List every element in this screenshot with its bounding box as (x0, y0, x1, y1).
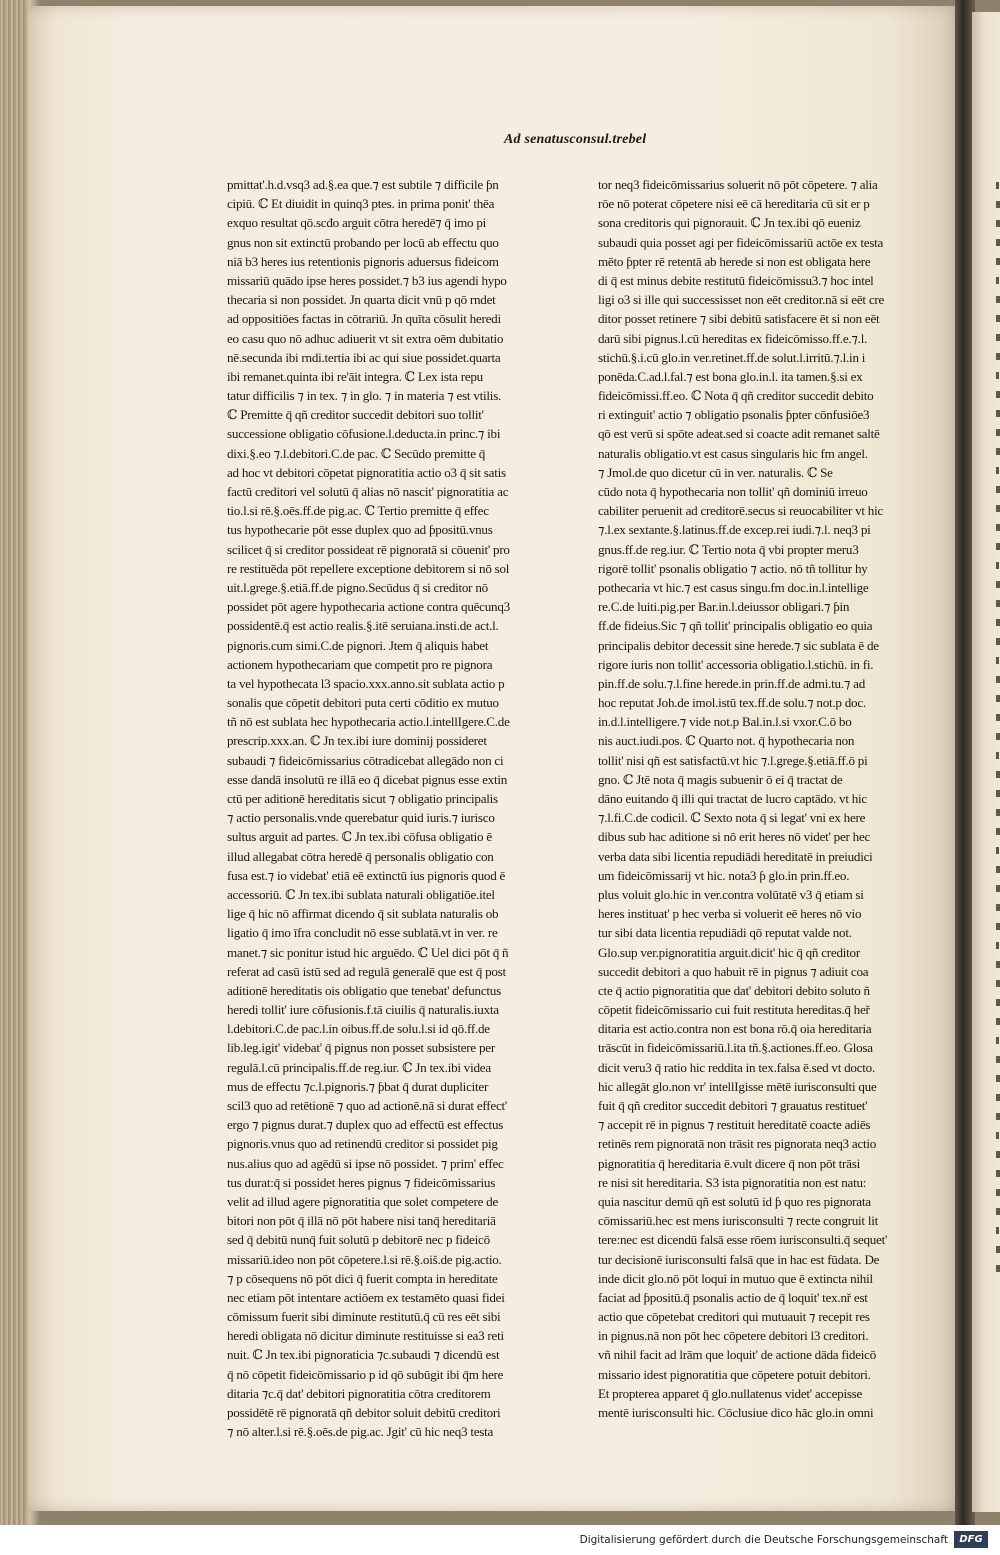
text-line: mentē iurisconsulti hic. Cōclusiue dico hāc glo.in omni (598, 1405, 874, 1420)
text-line: manet.⁊ sic ponitur istud hic arguēdo. ℂ Uel dici pōt q̄ ñ (227, 944, 509, 960)
text-line: re nisi sit hereditaria. S3 ista pignoratitia non est natu: (598, 1174, 867, 1190)
text-line: scilicet q̄ si creditor possideat rē pignoratā si cōuenit' pro (227, 541, 510, 557)
text-line: ⁊ accepit rē in pignus ⁊ restituit hereditatē coacte adiēs (598, 1117, 871, 1133)
text-line: ⁊.l.ex sextante.§.latinus.ff.de excep.rei iudi.⁊.l. neq3 pi (598, 522, 871, 538)
text-line: succedit debitori a quo habuit rē in pignus ⁊ adiuit coa (598, 963, 869, 979)
text-line: sed q̄ debitū nunq̄ fuit solutū p debitorē nec p fideicō (227, 1232, 490, 1248)
text-line: bitori non pōt q̄ illā nō pōt habere nisi tanq̄ hereditariā (227, 1213, 496, 1229)
facing-page-text-fragment (996, 1246, 1000, 1253)
text-line: ⁊ p cōsequens nō pōt dici q̄ fuerit compta in hereditate (227, 1270, 498, 1286)
text-line: tur sibi data licentia repudiādi qō reputat valde not. (598, 925, 852, 941)
text-line: actio que cōpetebat creditori qui mutuauit ⁊ recepit res (598, 1309, 870, 1325)
facing-page-text-fragment (996, 752, 999, 759)
text-line: fuit q̄ qñ creditor succedit debitori ⁊ grauatus restituet' (598, 1098, 868, 1113)
text-line: plus voluit glo.hic in ver.contra volūtatē v3 q̄ etiam si (598, 886, 864, 902)
facing-page-text-fragment (996, 638, 1000, 645)
text-line: cōpetit fideicōmissario cui fuit restituta hereditas.q̄ heř (598, 1002, 870, 1018)
facing-page-text-fragment (996, 448, 1000, 455)
text-line: ligatio q̄ imo īfra concludit nō esse sublatā.vt in ver. re (227, 925, 498, 941)
text-line: ta vel hypothecata l3 spacio.xxx.anno.sit sublata actio p (227, 675, 505, 691)
text-line: ad hoc vt debitori cōpetat pignoratitia actio o3 q̄ sit satis (227, 464, 506, 480)
text-line: tere:nec est dicendū falsā esse rōem iurisconsulti.q̄ sequet' (598, 1232, 888, 1248)
text-line: esse dandā insolutū re illā eo q̄ dicebat pignus esse extin (227, 771, 508, 787)
text-line: ad oppositiōes factas in cōtrariū. Jn quīta cōsulit heredi (227, 311, 501, 327)
text-line: ditaria ⁊c.q̄ dat' debitori pignoratitia cōtra creditorem (227, 1385, 491, 1401)
text-line: velit ad illud agere pignoratitia que solet competere de (227, 1193, 499, 1209)
text-line: cabiliter peruenit ad creditorē.secus si reuocabiliter vt hic (598, 503, 884, 519)
text-line: pin.ff.de solu.⁊.l.fine herede.in prin.ff.de admi.tu.⁊ ad (598, 675, 865, 691)
text-line: cūdo nota q̄ hypothecaria non tollit' qñ dominiū irreuo (598, 484, 868, 499)
text-line: rigore iuris non tollit' accessoria obligatio.l.stichū. in fi. (598, 656, 874, 672)
facing-page-text-fragment (996, 505, 1000, 512)
facing-page-text-fragment (996, 410, 1000, 417)
text-line: missariū.ideo non pōt cōpetere.l.si rē.§.oiš.de pig.actio. (227, 1251, 502, 1267)
text-line: re restituēda pōt repellere exceptione debitorem si nō sol (227, 560, 510, 576)
facing-page-text-fragment (996, 1151, 1000, 1158)
text-line: sultus arguit ad partes. ℂ Jn tex.ibi cōfusa obligatio ē (227, 829, 492, 845)
text-line: possidētē rē pignoratā qñ debitor soluit debitū creditori (227, 1405, 501, 1420)
facing-page-edge (972, 12, 1000, 1512)
text-line: tor neq3 fideicōmissarius soluerit nō pōt cōpetere. ⁊ alia (598, 177, 878, 192)
text-line: subaudi quia posset agi per fideicōmissariū actōe ex testa (598, 234, 884, 250)
facing-page-text-fragment (996, 714, 1000, 721)
text-line: tur decisionē iurisconsulti falsā que in hac est fūdata. De (598, 1251, 880, 1267)
facing-page-text-fragment (996, 562, 999, 569)
facing-page-text-fragment (996, 1113, 1000, 1120)
text-line: um fideicōmissarij vt hic. nota3 ƥ glo.in prin.ff.eo. (598, 867, 850, 883)
text-line: accessoriū. ℂ Jn tex.ibi sublata naturali obligatiōe.itel (227, 886, 495, 902)
text-line: inde dicit glo.nō pōt loqui in mutuo que ē extincta nihil (598, 1270, 873, 1286)
text-line: heredi obligata nō dicitur diminute restituisse si ea3 reti (227, 1328, 504, 1344)
digitization-footer (0, 1525, 1000, 1555)
text-line: gno. ℂ Jtē nota q̄ magis subuenir ō ei q̄ tractat de (598, 771, 843, 787)
text-line: ⁊ nō alter.l.si rē.§.oēs.de pig.ac. Jgit' cū hic neq3 testa (227, 1424, 494, 1440)
facing-page-text-fragment (996, 1189, 1000, 1196)
facing-page-text-fragment (996, 467, 999, 474)
facing-page-text-fragment (996, 885, 1000, 892)
text-line: hic allegāt glo.non vr' intellIgisse mētē iurisconsulti que (598, 1078, 877, 1094)
facing-page-text-fragment (996, 942, 999, 949)
facing-page-text-fragment (996, 581, 1000, 588)
facing-page-text-fragment (996, 1132, 999, 1139)
facing-page-text-fragment (996, 372, 999, 379)
text-line: prescrip.xxx.an. ℂ Jn tex.ibi iure dominij possideret (227, 733, 487, 749)
text-line: eo casu quo nō adhuc adiuerit vt sit extra oēm dubitatio (227, 330, 504, 346)
facing-page-text-fragment (996, 1075, 1000, 1082)
text-line: niā b3 heres ius retentionis pignoris aduersus fideicom (227, 253, 499, 269)
text-line: dibus sub hac aditione si nō erit heres nō videt' per hec (598, 829, 871, 845)
facing-page-text-fragment (996, 904, 1000, 911)
text-line: mus de effectu ⁊c.l.pignoris.⁊ ƥbat q̄ durat dupliciter (227, 1078, 489, 1094)
text-line: retinēs rem pignoratā non trāsit res pignorata neq3 actio (598, 1136, 877, 1152)
facing-page-text-fragment (996, 1208, 1000, 1215)
facing-page-text-fragment (996, 1056, 1000, 1063)
facing-page-text-fragment (996, 1094, 1000, 1101)
text-line: subaudi ⁊ fideicōmissarius cōtradicebat allegādo non ci (227, 752, 504, 768)
text-line: dixi.§.eo ⁊.l.debitori.C.de pac. ℂ Secūdo premitte q̄ (227, 445, 486, 461)
text-line: re.C.de luiti.pig.per Bar.in.l.deiussor obligari.⁊ ƥin (598, 599, 850, 615)
text-line: uit.l.grege.§.etiā.ff.de pigno.Secūdus q̄ si creditor nō (227, 579, 488, 595)
text-line: ⁊.l.fi.C.de codicil. ℂ Sexto nota q̄ si legat' vni ex here (598, 810, 866, 826)
facing-page-text-fragment (996, 296, 1000, 303)
facing-page-text-fragment (996, 733, 1000, 740)
text-line: cōmissariū.hec est mens iurisconsulti ⁊ recte congruit lit (598, 1213, 879, 1229)
text-line: aditionē hereditatis ois obligatio que tenebat' defunctus (227, 982, 501, 998)
text-line: fideicōmissi.ff.eo. ℂ Nota q̄ qñ creditor succedit debito (598, 388, 874, 404)
facing-page-text-fragment (996, 1170, 1000, 1177)
facing-page-text-fragment (996, 1018, 1000, 1025)
text-line: ⁊ actio personalis.vnde querebatur quid iuris.⁊ iurisco (227, 810, 495, 826)
text-line: successione obligatio cōfusione.l.deducta.in princ.⁊ ibi (227, 426, 501, 442)
facing-page-text-fragment (996, 790, 1000, 797)
text-line: Et propterea apparet q̄ glo.nullatenus videt' accepisse (598, 1385, 863, 1401)
text-line: fusa est.⁊ io videbat' etiā eē extinctū ius pignoris quod ē (227, 867, 506, 883)
text-line: ditaria est actio.contra non est bona rō.q̄ oia hereditaria (598, 1021, 872, 1037)
facing-page-text-fragment (996, 809, 1000, 816)
facing-page-text-fragment (996, 1265, 1000, 1272)
text-line: missariū quādo ipse heres possidet.⁊ b3 ius agendi hypo (227, 272, 507, 288)
dfg-logo: DFG (954, 1531, 988, 1548)
text-line: hoc reputat Joh.de imol.istū tex.ff.de solu.⁊ not.p doc. (598, 695, 866, 711)
text-line: ibi remanet.quinta ibi re'āit integra. ℂ Lex ista repu (227, 368, 483, 384)
text-line: lige q̄ hic nō affirmat dicendo q̄ sit sublata naturalis ob (227, 906, 499, 922)
text-line: cōmissum fuerit sibi diminute restitutū.q̄ cū res eēt sibi (227, 1309, 501, 1325)
text-line: l.debitori.C.de pac.l.in oibus.ff.de solu.l.si id qō.ff.de (227, 1021, 490, 1037)
facing-page-text-fragment (996, 923, 1000, 930)
facing-page-text-fragment (996, 277, 999, 284)
text-column-left (227, 175, 543, 1441)
book-edge-left (0, 0, 28, 1525)
text-line: exquo resultat qō.scđo arguit cōtra heredē⁊ q̄ imo pi (227, 215, 487, 231)
text-line: cipiū. ℂ Et diuidit in quinq3 ptes. in prima ponit' thēa (227, 196, 495, 212)
text-line: sona creditoris qui pignorauit. ℂ Jn tex.ibi qō eueniz (598, 215, 861, 231)
text-line: mēto ƥpter rē retentā ab herede si non est obligata here (598, 253, 871, 269)
text-line: tollit' nisi qñ est satisfactū.vt hic ⁊.l.grege.§.etiā.ff.ō pi (598, 752, 868, 768)
text-line: stichū.§.i.cū glo.in ver.retinet.ff.de solut.l.irritū.⁊.l.in i (598, 349, 866, 365)
text-line: gnus.ff.de reg.iur. ℂ Tertio nota q̄ vbi propter meru3 (598, 541, 859, 557)
text-line: ditor posset retinere ⁊ sibi debitū satisfacere ēt si non eēt (598, 311, 880, 327)
text-line: cte q̄ actio pignoratitia que dat' debitori debito soluto ñ (598, 982, 870, 998)
facing-page-text-fragment (996, 771, 1000, 778)
text-line: dicit veru3 q̄ ratio hic reddita in tex.falsa ē.sed vt docto. (598, 1059, 875, 1075)
text-line: heredi tollit' iure cōfusionis.f.tā ciuilis q̄ naturalis.iuxta (227, 1002, 499, 1018)
text-line: naturalis obligatio.vt est casus singularis hic fm angel. (598, 445, 868, 461)
facing-page-text-fragment (996, 1227, 999, 1234)
facing-page-text-fragment (996, 961, 1000, 968)
facing-page-text-fragment (996, 1037, 999, 1044)
text-line: sonalis que cōpetit debitori puta certi cōditio ex mutuo (227, 695, 499, 711)
facing-page-text-fragment (996, 334, 1000, 341)
text-line: factū creditori vel solutū q̄ alias nō nascit' pignoratitia ac (227, 484, 509, 499)
text-line: darū sibi pignus.l.cū hereditas ex fideicōmisso.ff.e.⁊.l. (598, 330, 868, 346)
text-line: verba data sibi licentia repudiādi hereditatē in preiudici (598, 848, 873, 864)
text-line: di q̄ est minus debite restitutū fideicōmissu3.⁊ hoc intel (598, 272, 874, 288)
text-line: pmittat'.h.d.vsq3 ad.§.ea que.⁊ est subtile ⁊ difficile ƥn (227, 177, 499, 192)
text-line: qō est verū si spōte adeat.sed si coacte adit remanet saltē (598, 426, 880, 442)
facing-page-text-fragment (996, 429, 1000, 436)
facing-page-text-fragment (996, 999, 1000, 1006)
text-line: quia nascitur demū qñ est solutū id ƥ quo res pignorata (598, 1193, 871, 1209)
text-line: lib.leg.igit' videbat' q̄ pignus non posset subsistere per (227, 1040, 495, 1056)
facing-page-text-fragment (996, 353, 1000, 360)
facing-page-text-fragment (996, 847, 999, 854)
text-line: principalis debitor decessit sine herede.⁊ sic sublata ē de (598, 637, 879, 653)
facing-page-text-fragment (996, 486, 1000, 493)
facing-page-text-fragment (996, 600, 1000, 607)
text-line: illud allegabat cōtra heredē q̄ personalis obligatio con (227, 848, 494, 864)
facing-page-text-fragment (996, 258, 1000, 265)
text-line: ℂ Premitte q̄ qñ creditor succedit debitori suo tollit' (227, 407, 484, 423)
facing-page-text-fragment (996, 220, 1000, 227)
facing-page-text-fragment (996, 315, 1000, 322)
text-line: missario idest pignoratitia que cōpetere potuit debitori. (598, 1366, 871, 1382)
facing-page-text-fragment (996, 239, 1000, 246)
facing-page-text-fragment (996, 619, 1000, 626)
facing-page-text-fragment (996, 543, 1000, 550)
text-column-right (598, 175, 910, 1422)
text-line: actionem hypothecariam que competit pro re pignora (227, 656, 493, 672)
text-line: ⁊ Jmol.de quo dicetur cū in ver. naturalis. ℂ Se (598, 464, 833, 480)
text-line: possidet pōt agere hypothecaria actione contra quēcunq3 (227, 599, 510, 615)
text-line: nē.secunda ibi rndi.tertia ibi ac qui siue possidet.quarta (227, 349, 501, 365)
facing-page-text-fragment (996, 524, 1000, 531)
text-line: q̄ nō cōpetit fideicōmissario p id qō subūgit ibi q̄m here (227, 1366, 504, 1382)
facing-page-text-fragment (996, 695, 1000, 702)
text-line: in pignus.nā non pōt hec cōpetere debitori l3 creditori. (598, 1328, 869, 1344)
facing-page-text-fragment (996, 676, 1000, 683)
text-line: heres instituat' p hec verba si voluerit eē heres nō vio (598, 906, 862, 922)
text-line: nis auct.iudi.pos. ℂ Quarto not. q̄ hypothecaria non (598, 733, 855, 749)
facing-page-text-fragment (996, 980, 1000, 987)
text-line: ponēda.C.ad.l.fal.⁊ est bona glo.in.l. ita tamen.§.si ex (598, 368, 863, 384)
text-line: referat ad casū istū sed ad regulā generalē que est q̄ post (227, 963, 506, 979)
text-line: ctū per aditionē hereditatis sicut ⁊ obligatio principalis (227, 791, 498, 806)
text-line: nuit. ℂ Jn tex.ibi pignoraticia ⁊c.subaudi ⁊ dicendū est (227, 1347, 500, 1363)
text-line: tatur difficilis ⁊ in tex. ⁊ in glo. ⁊ in materia ⁊ est vtilis. (227, 388, 502, 404)
text-line: dāno euitando q̄ illi qui tractat de lucro captādo. vt hic (598, 791, 867, 806)
text-line: scil3 quo ad retētionē ⁊ quo ad actionē.nā si durat effect' (227, 1098, 508, 1113)
text-line: trāscūt in fideicōmissariū.l.ita tñ.§.actiones.ff.eo. Glosa (598, 1040, 873, 1056)
text-line: faciat ad ƥpositū.q̄ psonalis actio de q̄ loquit' tex.nř est (598, 1289, 868, 1305)
text-line: gnus non sit extinctū probando per locū ab effectu quo (227, 234, 499, 250)
text-line: pignoris.vnus quo ad retinendū creditor si possidet pig (227, 1136, 498, 1152)
text-line: Glo.sup ver.pignoratitia arguit.dicit' hic q̄ qñ creditor (598, 944, 860, 960)
running-head: Ad senatusconsul.trebel (504, 132, 647, 147)
facing-page-text-fragment (996, 828, 1000, 835)
text-line: ri extinguit' actio ⁊ obligatio psonalis ƥpter cōnfusiōe3 (598, 407, 870, 423)
text-line: vñ nihil facit ad lrām que loquit' de actione dāda fideicō (598, 1347, 876, 1363)
text-line: tus hypothecarie pōt esse duplex quo ad ƥpositū.vnus (227, 522, 493, 538)
text-line: tus durat:q̄ si possidet heres pignus ⁊ fideicōmissarius (227, 1174, 496, 1190)
text-line: possidentē.q̄ est actio realis.§.itē seruiana.insti.de act.l. (227, 618, 499, 634)
text-line: in.d.l.intelligere.⁊ vide not.p Bal.in.l.si vxor.C.ō bo (598, 714, 852, 730)
text-line: nus.alius quo ad agēdū si ipse nō possidet. ⁊ prim' effec (227, 1155, 504, 1171)
facing-page-text-fragment (996, 201, 1000, 208)
text-line: thecaria si non possidet. Jn quarta dicit vnū p qō rndet (227, 292, 496, 308)
text-line: tio.l.si rē.§.oēs.ff.de pig.ac. ℂ Tertio premitte q̄ effec (227, 503, 489, 519)
text-line: ligi o3 si ille qui successisset non eēt creditor.nā si eēt cre (598, 292, 885, 308)
text-line: pothecaria vt hic.⁊ est casus singu.fm doc.in.l.intellige (598, 579, 869, 595)
text-line: ergo ⁊ pignus durat.⁊ duplex quo ad effectū est effectus (227, 1117, 504, 1133)
text-line: tñ nō est sublata hec hypothecaria actio.l.intellIgere.C.de (227, 714, 510, 730)
text-line: pignoratitia q̄ hereditaria ē.vult dicere q̄ non pōt trāsi (598, 1155, 860, 1171)
text-line: ff.de fideius.Sic ⁊ qñ tollit' principalis obligatio eo quia (598, 618, 873, 634)
text-line: rōe nō poterat cōpetere nisi eē cā hereditaria cū sit er p (598, 196, 870, 212)
facing-page-text-fragment (996, 657, 999, 664)
text-line: nec etiam pōt intentare actiōem ex testamēto quasi fidei (227, 1289, 505, 1305)
facing-page-text-fragment (996, 391, 1000, 398)
text-line: rigorē tollit' psonalis obligatio ⁊ actio. nō tñ tollitur hy (598, 560, 868, 576)
footer-credit: Digitalisierung gefördert durch die Deutsche Forschungsgemeinschaft (579, 1534, 948, 1546)
facing-page-text-fragment (996, 866, 1000, 873)
text-line: regulā.l.cū principalis.ff.de reg.iur. ℂ Jn tex.ibi videa (227, 1059, 491, 1075)
text-line: pignoris.cum simi.C.de pignori. Jtem q̄ aliquis habet (227, 637, 489, 653)
facing-page-text-fragment (996, 182, 999, 189)
